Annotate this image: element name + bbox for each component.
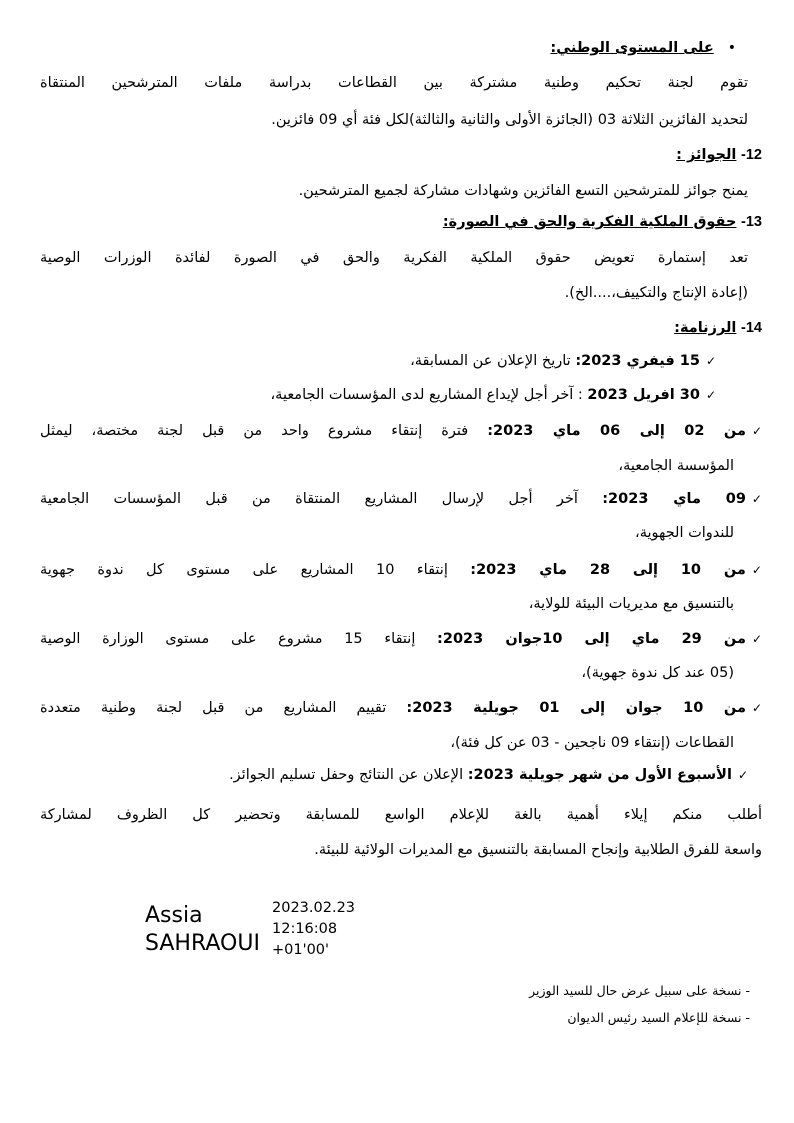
signature-name (145, 902, 260, 958)
copy-line: - نسخة للإعلام السيد رئيس الديوان (567, 1010, 750, 1025)
signature-timezone: +01'00' (272, 942, 330, 958)
schedule-item (40, 489, 762, 509)
national-level-text-2: لتحديد الفائزين الثلاثة 03 (الجائزة الأولى والثانية والثالثة)لكل فئة أي 09 فائزين. (271, 112, 748, 128)
copy-line: - نسخة على سبيل عرض حال للسيد الوزير (529, 983, 750, 998)
schedule-item (410, 351, 716, 371)
schedule-item (229, 765, 748, 785)
section-12-text: يمنح جوائز للمترشحين التسع الفائزين وشهادات مشاركة لجميع المترشحين. (298, 183, 748, 199)
schedule-date: من 02 إلى 06 ماي 2023: (487, 423, 746, 439)
section-13-heading (443, 212, 762, 232)
section-12-heading (676, 145, 762, 165)
schedule-text: تاريخ الإعلان عن المسابقة، (410, 353, 576, 369)
schedule-item-continuation: بالتنسيق مع مديريات البيئة للولاية، (528, 596, 734, 612)
signature-time: 12:16:08 (272, 921, 338, 937)
schedule-item (40, 421, 762, 441)
signature-last-name: SAHRAOUI (145, 931, 260, 956)
section-12-number: 12- (741, 147, 762, 163)
section-13-text-2: (إعادة الإنتاج والتكييف،....الخ). (564, 285, 748, 301)
national-level-text-1: تقوم لجنة تحكيم وطنية مشتركة بين القطاعات بدراسة ملفات المترشحين المنتقاة (40, 75, 748, 91)
schedule-date: الأسبوع الأول من شهر جويلية 2023: (467, 767, 732, 783)
check-icon: ✓ (751, 563, 762, 577)
check-icon: ✓ (705, 388, 716, 402)
schedule-text: فترة إنتقاء مشروع واحد من قبل لجنة مختصة، ليمثل (40, 423, 488, 439)
schedule-date: 09 ماي 2023: (602, 491, 746, 507)
schedule-text: إنتقاء 15 مشروع على مستوى الوزارة الوصية (40, 631, 438, 647)
schedule-date: 30 افريل 2023 (587, 387, 700, 403)
closing-text-1: أطلب منكم إيلاء أهمية بالغة للإعلام الواسع للمسابقة وتحضير كل الظروف لمشاركة (40, 807, 762, 823)
signature-timestamp (272, 898, 355, 961)
schedule-item (40, 560, 762, 580)
schedule-date: من 10 جوان إلى 01 جويلية 2023: (406, 700, 746, 716)
schedule-text: إنتقاء 10 المشاريع على مستوى كل ندوة جهوية (40, 562, 471, 578)
national-level-heading-row (550, 38, 736, 58)
section-13-text-1: تعد إستمارة تعويض حقوق الملكية الفكرية والحق في الصورة لفائدة الوزرات الوصية (40, 250, 748, 266)
check-icon: ✓ (751, 424, 763, 438)
check-icon: ✓ (737, 768, 748, 782)
schedule-text: الإعلان عن النتائج وحفل تسليم الجوائز. (229, 767, 468, 783)
section-14-heading (674, 318, 762, 338)
section-12-title: الجوائز : (676, 147, 737, 163)
closing-text-2: واسعة للفرق الطلابية وإنجاح المسابقة بالتنسيق مع المديرات الولائية للبيئة. (314, 842, 762, 858)
schedule-item (40, 629, 762, 649)
section-14-number: 14- (741, 320, 762, 336)
section-13-title: حقوق الملكية الفكرية والحق في الصورة: (442, 214, 737, 230)
check-icon: ✓ (751, 701, 762, 715)
schedule-item-continuation: للندوات الجهوية، (635, 525, 734, 541)
schedule-item-continuation: (05 عند كل ندوة جهوية)، (581, 665, 734, 681)
schedule-date: 15 فيفري 2023: (575, 353, 700, 369)
schedule-date: من 29 ماي إلى 10جوان 2023: (437, 631, 746, 647)
schedule-text: آخر أجل لإرسال المشاريع المنتقاة من قبل المؤسسات الجامعية (40, 491, 603, 507)
section-14-title: الرزنامة: (674, 320, 737, 336)
signature-first-name: Assia (145, 903, 203, 928)
schedule-date: من 10 إلى 28 ماي 2023: (470, 562, 746, 578)
check-icon: ✓ (751, 632, 762, 646)
section-13-number: 13- (741, 214, 762, 230)
schedule-text: : آخر أجل لإيداع المشاريع لدى المؤسسات الجامعية، (270, 387, 588, 403)
schedule-item (270, 385, 716, 405)
schedule-item (40, 698, 762, 718)
schedule-item-continuation: المؤسسة الجامعية، (618, 458, 734, 474)
schedule-text: تقييم المشاريع من قبل لجنة وطنية متعددة (40, 700, 407, 716)
national-level-heading: على المستوى الوطني: (550, 40, 714, 56)
schedule-item-continuation: القطاعات (إنتقاء 09 ناجحين - 03 عن كل فئة)، (450, 735, 734, 751)
check-icon: ✓ (751, 492, 762, 506)
check-icon: ✓ (705, 354, 716, 368)
signature-date: 2023.02.23 (272, 900, 356, 916)
bullet-icon: • (727, 40, 736, 56)
